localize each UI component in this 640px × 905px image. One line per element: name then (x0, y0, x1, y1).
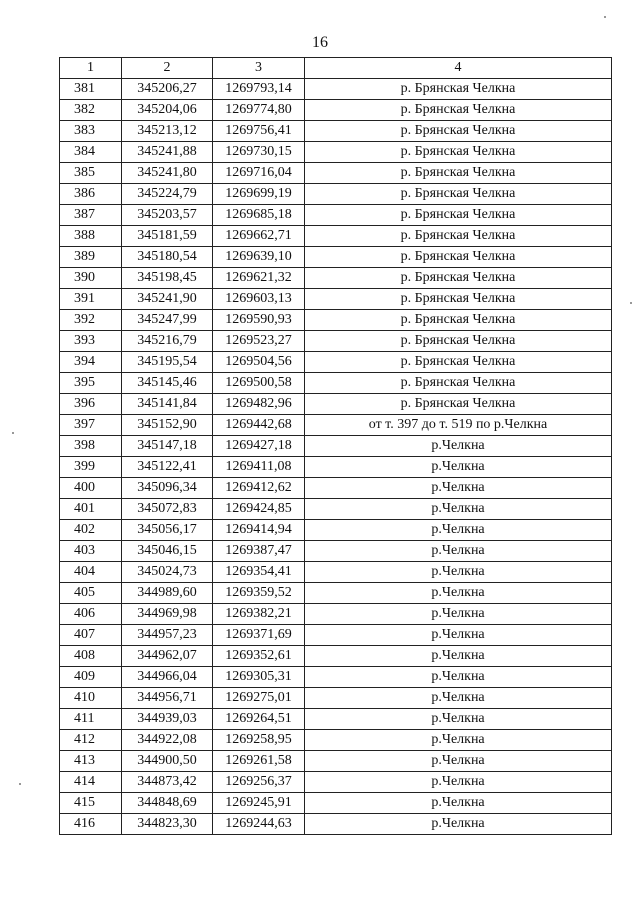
table-body (60, 79, 612, 835)
y-coordinate-cell: 1269354,41 (213, 562, 305, 583)
y-coordinate-cell: 1269500,58 (213, 373, 305, 394)
x-coordinate-cell: 345241,80 (122, 163, 213, 184)
y-coordinate-cell: 1269482,96 (213, 394, 305, 415)
description-cell: р.Челкна (305, 772, 612, 793)
y-coordinate-cell: 1269264,51 (213, 709, 305, 730)
x-coordinate-cell: 345247,99 (122, 310, 213, 331)
point-number-cell: 395 (60, 373, 122, 394)
x-coordinate-cell: 345216,79 (122, 331, 213, 352)
x-coordinate-cell: 345122,41 (122, 457, 213, 478)
x-coordinate-cell: 345181,59 (122, 226, 213, 247)
scan-speck (19, 783, 21, 785)
y-coordinate-cell: 1269716,04 (213, 163, 305, 184)
point-number-cell: 405 (60, 583, 122, 604)
point-number-cell: 381 (60, 79, 122, 100)
y-coordinate-cell: 1269256,37 (213, 772, 305, 793)
table-row (60, 79, 612, 100)
x-coordinate-cell: 345213,12 (122, 121, 213, 142)
y-coordinate-cell: 1269352,61 (213, 646, 305, 667)
x-coordinate-cell: 344956,71 (122, 688, 213, 709)
y-coordinate-cell: 1269639,10 (213, 247, 305, 268)
table-row (60, 310, 612, 331)
table-row (60, 373, 612, 394)
y-coordinate-cell: 1269662,71 (213, 226, 305, 247)
point-number-cell: 396 (60, 394, 122, 415)
description-cell: р. Брянская Челкна (305, 247, 612, 268)
x-coordinate-cell: 345224,79 (122, 184, 213, 205)
description-cell: р.Челкна (305, 583, 612, 604)
x-coordinate-cell: 345147,18 (122, 436, 213, 457)
description-cell: р. Брянская Челкна (305, 163, 612, 184)
y-coordinate-cell: 1269414,94 (213, 520, 305, 541)
x-coordinate-cell: 345195,54 (122, 352, 213, 373)
point-number-cell: 386 (60, 184, 122, 205)
point-number-cell: 402 (60, 520, 122, 541)
table-row (60, 205, 612, 226)
point-number-cell: 399 (60, 457, 122, 478)
x-coordinate-cell: 344848,69 (122, 793, 213, 814)
point-number-cell: 394 (60, 352, 122, 373)
table-row (60, 646, 612, 667)
point-number-cell: 403 (60, 541, 122, 562)
point-number-cell: 406 (60, 604, 122, 625)
description-cell: р.Челкна (305, 793, 612, 814)
table-row (60, 436, 612, 457)
description-cell: от т. 397 до т. 519 по р.Челкна (305, 415, 612, 436)
point-number-cell: 388 (60, 226, 122, 247)
header-row (60, 58, 612, 79)
description-cell: р.Челкна (305, 646, 612, 667)
table-row (60, 604, 612, 625)
table-row (60, 541, 612, 562)
description-cell: р. Брянская Челкна (305, 352, 612, 373)
description-cell: р.Челкна (305, 625, 612, 646)
description-cell: р.Челкна (305, 688, 612, 709)
y-coordinate-cell: 1269371,69 (213, 625, 305, 646)
table-row (60, 814, 612, 835)
table-row (60, 142, 612, 163)
table-row (60, 478, 612, 499)
table-row (60, 457, 612, 478)
description-cell: р.Челкна (305, 814, 612, 835)
y-coordinate-cell: 1269730,15 (213, 142, 305, 163)
point-number-cell: 397 (60, 415, 122, 436)
header-cell-4: 4 (305, 58, 612, 79)
description-cell: р. Брянская Челкна (305, 268, 612, 289)
point-number-cell: 410 (60, 688, 122, 709)
table-row (60, 100, 612, 121)
y-coordinate-cell: 1269305,31 (213, 667, 305, 688)
description-cell: р.Челкна (305, 520, 612, 541)
x-coordinate-cell: 344922,08 (122, 730, 213, 751)
description-cell: р.Челкна (305, 457, 612, 478)
x-coordinate-cell: 345203,57 (122, 205, 213, 226)
y-coordinate-cell: 1269621,32 (213, 268, 305, 289)
table-row (60, 247, 612, 268)
table-row (60, 793, 612, 814)
y-coordinate-cell: 1269504,56 (213, 352, 305, 373)
description-cell: р.Челкна (305, 667, 612, 688)
x-coordinate-cell: 345141,84 (122, 394, 213, 415)
table-header (60, 58, 612, 79)
point-number-cell: 416 (60, 814, 122, 835)
description-cell: р. Брянская Челкна (305, 79, 612, 100)
table-row (60, 520, 612, 541)
y-coordinate-cell: 1269387,47 (213, 541, 305, 562)
y-coordinate-cell: 1269523,27 (213, 331, 305, 352)
description-cell: р.Челкна (305, 436, 612, 457)
table-row (60, 226, 612, 247)
point-number-cell: 407 (60, 625, 122, 646)
table-row (60, 184, 612, 205)
x-coordinate-cell: 344823,30 (122, 814, 213, 835)
point-number-cell: 393 (60, 331, 122, 352)
table-row (60, 289, 612, 310)
x-coordinate-cell: 345204,06 (122, 100, 213, 121)
x-coordinate-cell: 345056,17 (122, 520, 213, 541)
description-cell: р.Челкна (305, 604, 612, 625)
x-coordinate-cell: 345046,15 (122, 541, 213, 562)
y-coordinate-cell: 1269427,18 (213, 436, 305, 457)
table-row (60, 583, 612, 604)
table-row (60, 415, 612, 436)
table-row (60, 121, 612, 142)
y-coordinate-cell: 1269382,21 (213, 604, 305, 625)
point-number-cell: 400 (60, 478, 122, 499)
point-number-cell: 411 (60, 709, 122, 730)
description-cell: р. Брянская Челкна (305, 331, 612, 352)
y-coordinate-cell: 1269699,19 (213, 184, 305, 205)
point-number-cell: 408 (60, 646, 122, 667)
description-cell: р. Брянская Челкна (305, 205, 612, 226)
point-number-cell: 415 (60, 793, 122, 814)
y-coordinate-cell: 1269774,80 (213, 100, 305, 121)
description-cell: р. Брянская Челкна (305, 394, 612, 415)
y-coordinate-cell: 1269793,14 (213, 79, 305, 100)
x-coordinate-cell: 344966,04 (122, 667, 213, 688)
y-coordinate-cell: 1269261,58 (213, 751, 305, 772)
description-cell: р.Челкна (305, 751, 612, 772)
table-row (60, 667, 612, 688)
point-number-cell: 391 (60, 289, 122, 310)
description-cell: р. Брянская Челкна (305, 226, 612, 247)
x-coordinate-cell: 345024,73 (122, 562, 213, 583)
description-cell: р. Брянская Челкна (305, 373, 612, 394)
x-coordinate-cell: 344989,60 (122, 583, 213, 604)
table-row (60, 331, 612, 352)
description-cell: р.Челкна (305, 562, 612, 583)
table-row (60, 352, 612, 373)
point-number-cell: 409 (60, 667, 122, 688)
x-coordinate-cell: 344939,03 (122, 709, 213, 730)
x-coordinate-cell: 344900,50 (122, 751, 213, 772)
table-row (60, 709, 612, 730)
y-coordinate-cell: 1269685,18 (213, 205, 305, 226)
x-coordinate-cell: 344962,07 (122, 646, 213, 667)
point-number-cell: 398 (60, 436, 122, 457)
y-coordinate-cell: 1269412,62 (213, 478, 305, 499)
x-coordinate-cell: 344873,42 (122, 772, 213, 793)
description-cell: р. Брянская Челкна (305, 310, 612, 331)
x-coordinate-cell: 345096,34 (122, 478, 213, 499)
header-cell-2: 2 (122, 58, 213, 79)
y-coordinate-cell: 1269411,08 (213, 457, 305, 478)
x-coordinate-cell: 345241,90 (122, 289, 213, 310)
scan-speck (12, 432, 14, 434)
scan-speck (604, 16, 606, 18)
x-coordinate-cell: 344969,98 (122, 604, 213, 625)
table-row (60, 268, 612, 289)
description-cell: р.Челкна (305, 478, 612, 499)
x-coordinate-cell: 345241,88 (122, 142, 213, 163)
x-coordinate-cell: 345145,46 (122, 373, 213, 394)
point-number-cell: 385 (60, 163, 122, 184)
description-cell: р.Челкна (305, 541, 612, 562)
point-number-cell: 382 (60, 100, 122, 121)
table-row (60, 688, 612, 709)
table-row (60, 163, 612, 184)
header-cell-1: 1 (60, 58, 122, 79)
table-row (60, 499, 612, 520)
y-coordinate-cell: 1269424,85 (213, 499, 305, 520)
point-number-cell: 401 (60, 499, 122, 520)
y-coordinate-cell: 1269244,63 (213, 814, 305, 835)
y-coordinate-cell: 1269590,93 (213, 310, 305, 331)
page-number: 16 (312, 34, 328, 51)
scan-speck (630, 302, 632, 304)
table-row (60, 562, 612, 583)
point-number-cell: 392 (60, 310, 122, 331)
point-number-cell: 404 (60, 562, 122, 583)
header-cell-3: 3 (213, 58, 305, 79)
x-coordinate-cell: 345072,83 (122, 499, 213, 520)
description-cell: р. Брянская Челкна (305, 121, 612, 142)
y-coordinate-cell: 1269359,52 (213, 583, 305, 604)
description-cell: р. Брянская Челкна (305, 184, 612, 205)
description-cell: р.Челкна (305, 499, 612, 520)
table-row (60, 730, 612, 751)
description-cell: р.Челкна (305, 709, 612, 730)
description-cell: р. Брянская Челкна (305, 142, 612, 163)
x-coordinate-cell: 345152,90 (122, 415, 213, 436)
x-coordinate-cell: 345180,54 (122, 247, 213, 268)
point-number-cell: 412 (60, 730, 122, 751)
table-row (60, 394, 612, 415)
y-coordinate-cell: 1269603,13 (213, 289, 305, 310)
coordinates-table (59, 57, 612, 835)
table-row (60, 625, 612, 646)
y-coordinate-cell: 1269275,01 (213, 688, 305, 709)
y-coordinate-cell: 1269442,68 (213, 415, 305, 436)
table-row (60, 751, 612, 772)
point-number-cell: 413 (60, 751, 122, 772)
y-coordinate-cell: 1269245,91 (213, 793, 305, 814)
point-number-cell: 387 (60, 205, 122, 226)
y-coordinate-cell: 1269756,41 (213, 121, 305, 142)
point-number-cell: 384 (60, 142, 122, 163)
description-cell: р. Брянская Челкна (305, 289, 612, 310)
point-number-cell: 390 (60, 268, 122, 289)
description-cell: р. Брянская Челкна (305, 100, 612, 121)
x-coordinate-cell: 345206,27 (122, 79, 213, 100)
point-number-cell: 414 (60, 772, 122, 793)
x-coordinate-cell: 345198,45 (122, 268, 213, 289)
description-cell: р.Челкна (305, 730, 612, 751)
point-number-cell: 383 (60, 121, 122, 142)
table-row (60, 772, 612, 793)
x-coordinate-cell: 344957,23 (122, 625, 213, 646)
point-number-cell: 389 (60, 247, 122, 268)
y-coordinate-cell: 1269258,95 (213, 730, 305, 751)
